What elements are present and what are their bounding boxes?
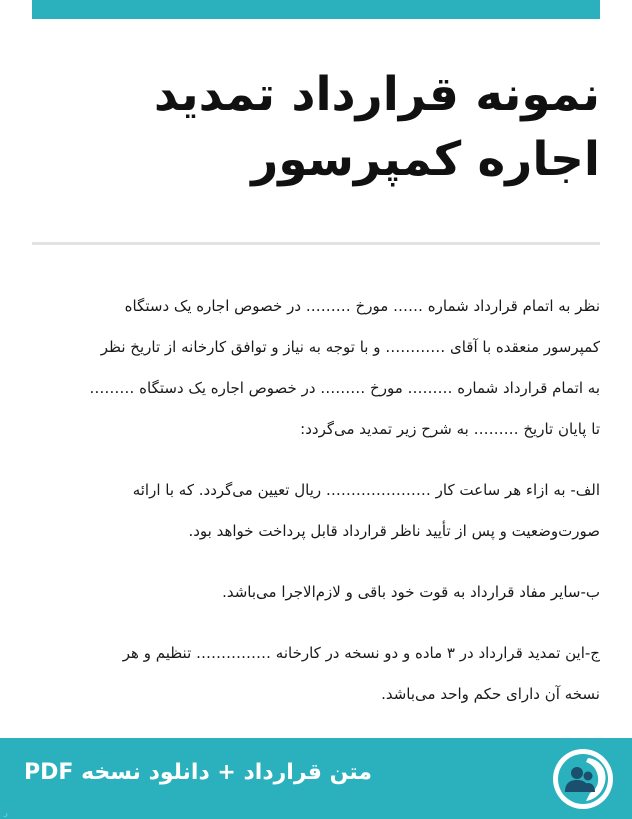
page-title — [32, 62, 600, 192]
corner-mark: ر — [4, 808, 8, 817]
title-divider — [32, 242, 600, 245]
page-title-line-1: نمونه قرارداد تمدید — [153, 67, 600, 122]
text-line: الف- به ازاء هر ساعت کار ………………… ریال تعیین می‌گردد. که با ارائه — [132, 481, 600, 499]
text-line: به اتمام قرارداد شماره ……… مورخ ……… در خصوص اجاره یک دستگاه ……… — [89, 379, 600, 397]
text-line: صورت‌وضعیت و پس از تأیید ناظر قرارداد قابل پرداخت خواهد بود. — [188, 522, 600, 540]
download-banner-label[interactable]: متن قرارداد + دانلود نسخه PDF — [24, 760, 372, 785]
clause-a-paragraph — [32, 470, 600, 552]
download-banner[interactable] — [0, 738, 632, 819]
text-line: ب-سایر مفاد قرارداد به قوت خود باقی و لازم‌الاجرا می‌باشد. — [222, 583, 600, 601]
people-chat-logo-icon — [552, 748, 614, 810]
page-title-line-2: اجاره کمپرسور — [251, 132, 600, 187]
clause-c-paragraph — [32, 633, 600, 715]
text-line: نظر به اتمام قرارداد شماره …… مورخ ……… در خصوص اجاره یک دستگاه — [124, 297, 600, 315]
intro-paragraph — [32, 286, 600, 450]
text-line: کمپرسور منعقده با آقای ………… و با توجه به نیاز و توافق کارخانه از تاریخ نظر — [100, 338, 600, 356]
text-line: ج-این تمدید قرارداد در ۳ ماده و دو نسخه در کارخانه …………… تنظیم و هر — [122, 644, 600, 662]
clause-b-paragraph — [32, 572, 600, 613]
text-line: نسخه آن دارای حکم واحد می‌باشد. — [381, 685, 600, 703]
contract-body — [32, 286, 600, 735]
text-line: تا پایان تاریخ ……… به شرح زیر تمدید می‌گردد: — [300, 420, 600, 438]
top-accent-bar — [32, 0, 600, 19]
